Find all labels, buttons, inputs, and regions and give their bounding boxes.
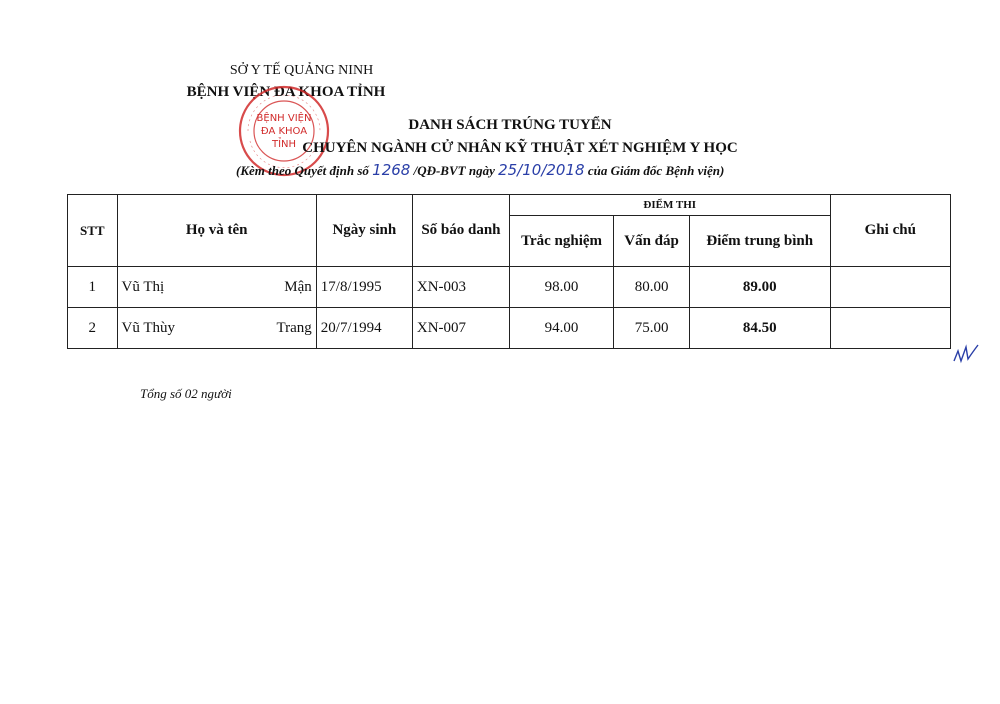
org-line-2: BỆNH VIỆN ĐA KHOA TỈNH (186, 84, 386, 100)
org-line-1: SỞ Y TẾ QUẢNG NINH (229, 63, 374, 78)
row-last-name: Mận (284, 278, 312, 295)
header-exam-scores: ĐIỂM THI (509, 195, 830, 216)
row-name (117, 267, 316, 308)
row-candidate-number: XN-007 (412, 308, 509, 349)
row-multiple-choice: 98.00 (509, 267, 613, 308)
row-multiple-choice: 94.00 (509, 308, 613, 349)
header-note: Ghi chú (830, 195, 950, 267)
header-oral: Vấn đáp (614, 216, 690, 267)
row-name (117, 308, 316, 349)
row-stt: 2 (68, 308, 118, 349)
header-multiple-choice: Trắc nghiệm (509, 216, 613, 267)
document-subtitle: CHUYÊN NGÀNH CỬ NHÂN KỸ THUẬT XÉT NGHIỆM Y HỌC (302, 140, 738, 156)
row-first-name: Vũ Thị (121, 278, 165, 295)
total-count: Tổng số 02 người (140, 386, 232, 401)
table-row (68, 267, 951, 308)
row-note (830, 267, 950, 308)
row-dob: 17/8/1995 (316, 267, 412, 308)
decision-date: 25/10/2018 (498, 161, 585, 179)
stamp-line-3: TỈNH (271, 139, 297, 150)
header-stt: STT (68, 195, 118, 267)
row-first-name: Vũ Thùy (121, 319, 176, 336)
header-candidate-number: Số báo danh (412, 195, 509, 267)
row-oral: 80.00 (614, 267, 690, 308)
table-row (68, 308, 951, 349)
decision-suffix: của Giám đốc Bệnh viện) (587, 163, 725, 178)
stamp-line-1: BỆNH VIỆN (256, 113, 312, 124)
row-last-name: Trang (276, 319, 312, 336)
stamp-line-2: ĐA KHOA (260, 126, 308, 137)
handwritten-mark (952, 341, 982, 372)
decision-prefix: (Kèm theo Quyết định số (236, 163, 369, 178)
row-note (830, 308, 950, 349)
document-title: DANH SÁCH TRÚNG TUYỂN (408, 117, 612, 133)
decision-mid: /QĐ-BVT ngày (413, 163, 495, 178)
header-name: Họ và tên (117, 195, 316, 267)
header-average: Điểm trung bình (689, 216, 830, 267)
row-dob: 20/7/1994 (316, 308, 412, 349)
row-candidate-number: XN-003 (412, 267, 509, 308)
row-average: 84.50 (689, 308, 830, 349)
decision-number: 1268 (372, 161, 411, 179)
header-dob: Ngày sinh (316, 195, 412, 267)
row-average: 89.00 (689, 267, 830, 308)
decision-reference (236, 161, 796, 179)
results-table (67, 194, 951, 349)
row-oral: 75.00 (614, 308, 690, 349)
row-stt: 1 (68, 267, 118, 308)
pen-mark-icon (952, 341, 982, 367)
